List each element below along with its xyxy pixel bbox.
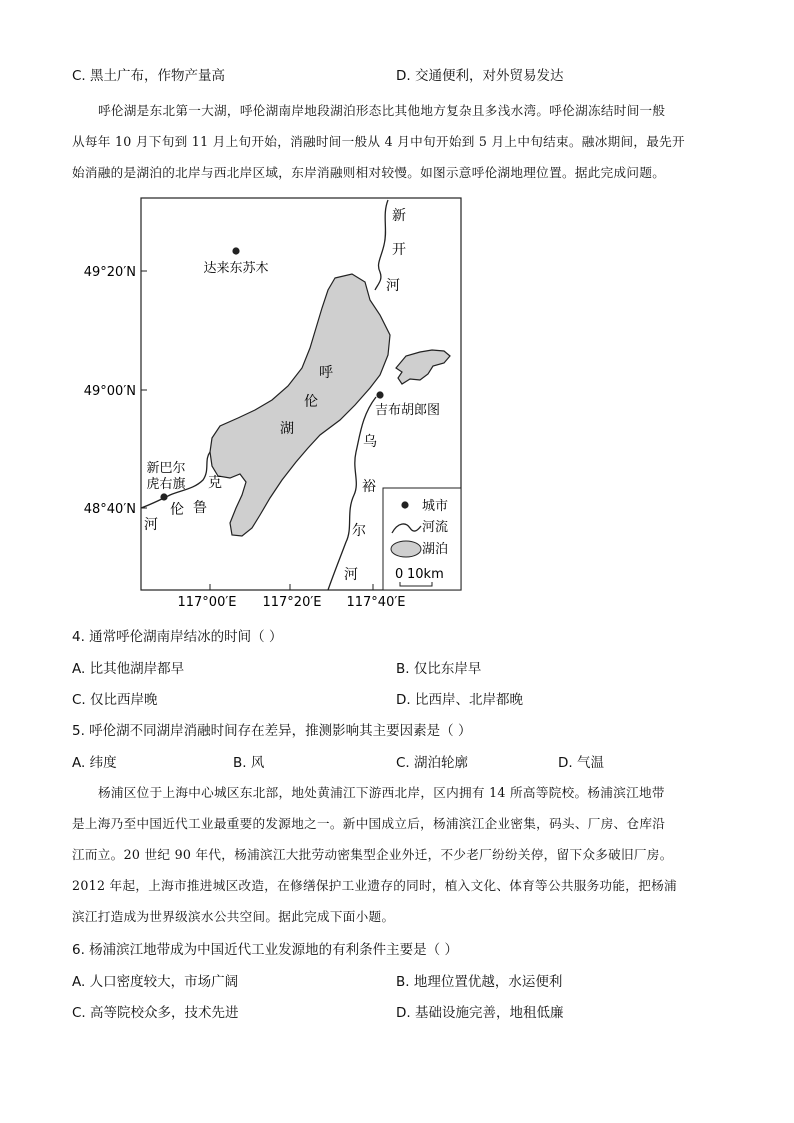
lon-label-11720: 117°20′E xyxy=(262,595,322,610)
wuyuer-char-3: 尔 xyxy=(352,523,366,539)
hulun-lake-map xyxy=(70,190,470,615)
q5-option-c: C. 湖泊轮廓 xyxy=(396,755,469,771)
scale-length-label: 10km xyxy=(407,567,444,582)
kelulun-char-4: 河 xyxy=(144,517,158,533)
q6-option-c: C. 高等院校众多，技术先进 xyxy=(72,1005,239,1021)
q5-option-b: B. 风 xyxy=(233,755,265,771)
q3-option-d: D. 交通便利，对外贸易发达 xyxy=(396,68,564,84)
hulun-lake-shape xyxy=(210,274,390,536)
legend-lake-label: 湖泊 xyxy=(422,542,449,557)
city-label-xinba-2: 虎右旗 xyxy=(146,477,186,492)
q4-stem: 4. 通常呼伦湖南岸结冰的时间（ ） xyxy=(72,629,283,645)
xinkai-char-2: 开 xyxy=(392,242,406,258)
xinkai-char-1: 新 xyxy=(392,208,406,224)
lat-label-4900: 49°00′N xyxy=(83,384,136,399)
passage1-line2: 从每年 10 月下旬到 11 月上旬开始，消融时间一般从 4 月中旬开始到 5 月上中旬结束。融冰期间，最先开 xyxy=(72,134,685,149)
lon-label-11700: 117°00′E xyxy=(177,595,237,610)
legend-city-icon xyxy=(401,501,408,508)
city-marker-xinba xyxy=(160,493,167,500)
q6-option-d: D. 基础设施完善，地租低廉 xyxy=(396,1005,564,1021)
legend-river-label: 河流 xyxy=(422,520,449,535)
q6-option-b: B. 地理位置优越，水运便利 xyxy=(396,974,563,990)
kelulun-char-3: 伦 xyxy=(170,502,184,518)
legend-lake-icon xyxy=(391,541,421,557)
lake-char-3: 湖 xyxy=(280,421,294,437)
passage2-line4: 2012 年起，上海市推进城区改造，在修缮保护工业遗存的同时，植入文化、体育等公共服务功能，把杨浦 xyxy=(72,878,677,893)
lat-label-4840: 48°40′N xyxy=(83,502,136,517)
q3-option-c: C. 黑土广布，作物产量高 xyxy=(72,68,226,84)
wuyuer-char-4: 河 xyxy=(344,567,358,583)
city-label-dalai: 达来东苏木 xyxy=(203,261,269,276)
passage-yangpu xyxy=(72,777,722,932)
passage1-line3: 始消融的是湖泊的北岸与西北岸区域，东岸消融则相对较慢。如图示意呼伦湖地理位置。据此完成问题。 xyxy=(72,165,666,180)
q5-option-d: D. 气温 xyxy=(558,755,604,771)
lon-label-11740: 117°40′E xyxy=(346,595,406,610)
q4-option-b: B. 仅比东岸早 xyxy=(396,661,482,677)
map-legend xyxy=(383,488,461,590)
lake-char-1: 呼 xyxy=(319,365,333,381)
city-marker-dalai xyxy=(232,247,239,254)
q5-stem: 5. 呼伦湖不同湖岸消融时间存在差异，推测影响其主要因素是（ ） xyxy=(72,723,472,739)
q4-option-d: D. 比西岸、北岸都晚 xyxy=(396,692,523,708)
passage2-line2: 是上海乃至中国近代工业最重要的发源地之一。新中国成立后，杨浦滨江企业密集，码头、厂房、仓库沿 xyxy=(72,816,666,831)
q6-option-a: A. 人口密度较大，市场广阔 xyxy=(72,974,239,990)
legend-city-label: 城市 xyxy=(422,499,449,514)
passage1-line1: 呼伦湖是东北第一大湖，呼伦湖南岸地段湖泊形态比其他地方复杂且多浅水湾。呼伦湖冻结时间一般 xyxy=(98,103,666,118)
passage2-line1: 杨浦区位于上海中心城区东北部，地处黄浦江下游西北岸，区内拥有 14 所高等院校。杨浦滨江地带 xyxy=(98,785,665,800)
small-lake-shape xyxy=(396,350,450,384)
city-marker-jibu xyxy=(376,391,383,398)
lat-label-4920: 49°20′N xyxy=(83,265,136,280)
wuyuer-char-2: 裕 xyxy=(362,479,376,495)
kelulun-char-1: 克 xyxy=(208,475,222,491)
xinkai-char-3: 河 xyxy=(386,278,400,294)
q5-option-a: A. 纬度 xyxy=(72,755,117,771)
passage-hulun-lake xyxy=(72,95,722,188)
passage2-line5: 滨江打造成为世界级滨水公共空间。据此完成下面小题。 xyxy=(72,909,395,924)
city-label-jibu: 吉布胡郎图 xyxy=(375,403,441,418)
passage2-line3: 江而立。20 世纪 90 年代，杨浦滨江大批劳动密集型企业外迁，不少老厂纷纷关停，留下众多破旧厂房。 xyxy=(72,847,673,862)
q6-stem: 6. 杨浦滨江地带成为中国近代工业发源地的有利条件主要是（ ） xyxy=(72,942,458,958)
city-label-xinba-1: 新巴尔 xyxy=(146,461,186,476)
wuyuer-char-1: 乌 xyxy=(363,434,377,450)
xinkai-river xyxy=(375,200,388,290)
lake-char-2: 伦 xyxy=(304,394,318,410)
kelulun-char-2: 鲁 xyxy=(193,500,207,516)
q4-option-c: C. 仅比西岸晚 xyxy=(72,692,158,708)
scale-zero-label: 0 xyxy=(395,567,404,582)
q4-option-a: A. 比其他湖岸都早 xyxy=(72,661,185,677)
